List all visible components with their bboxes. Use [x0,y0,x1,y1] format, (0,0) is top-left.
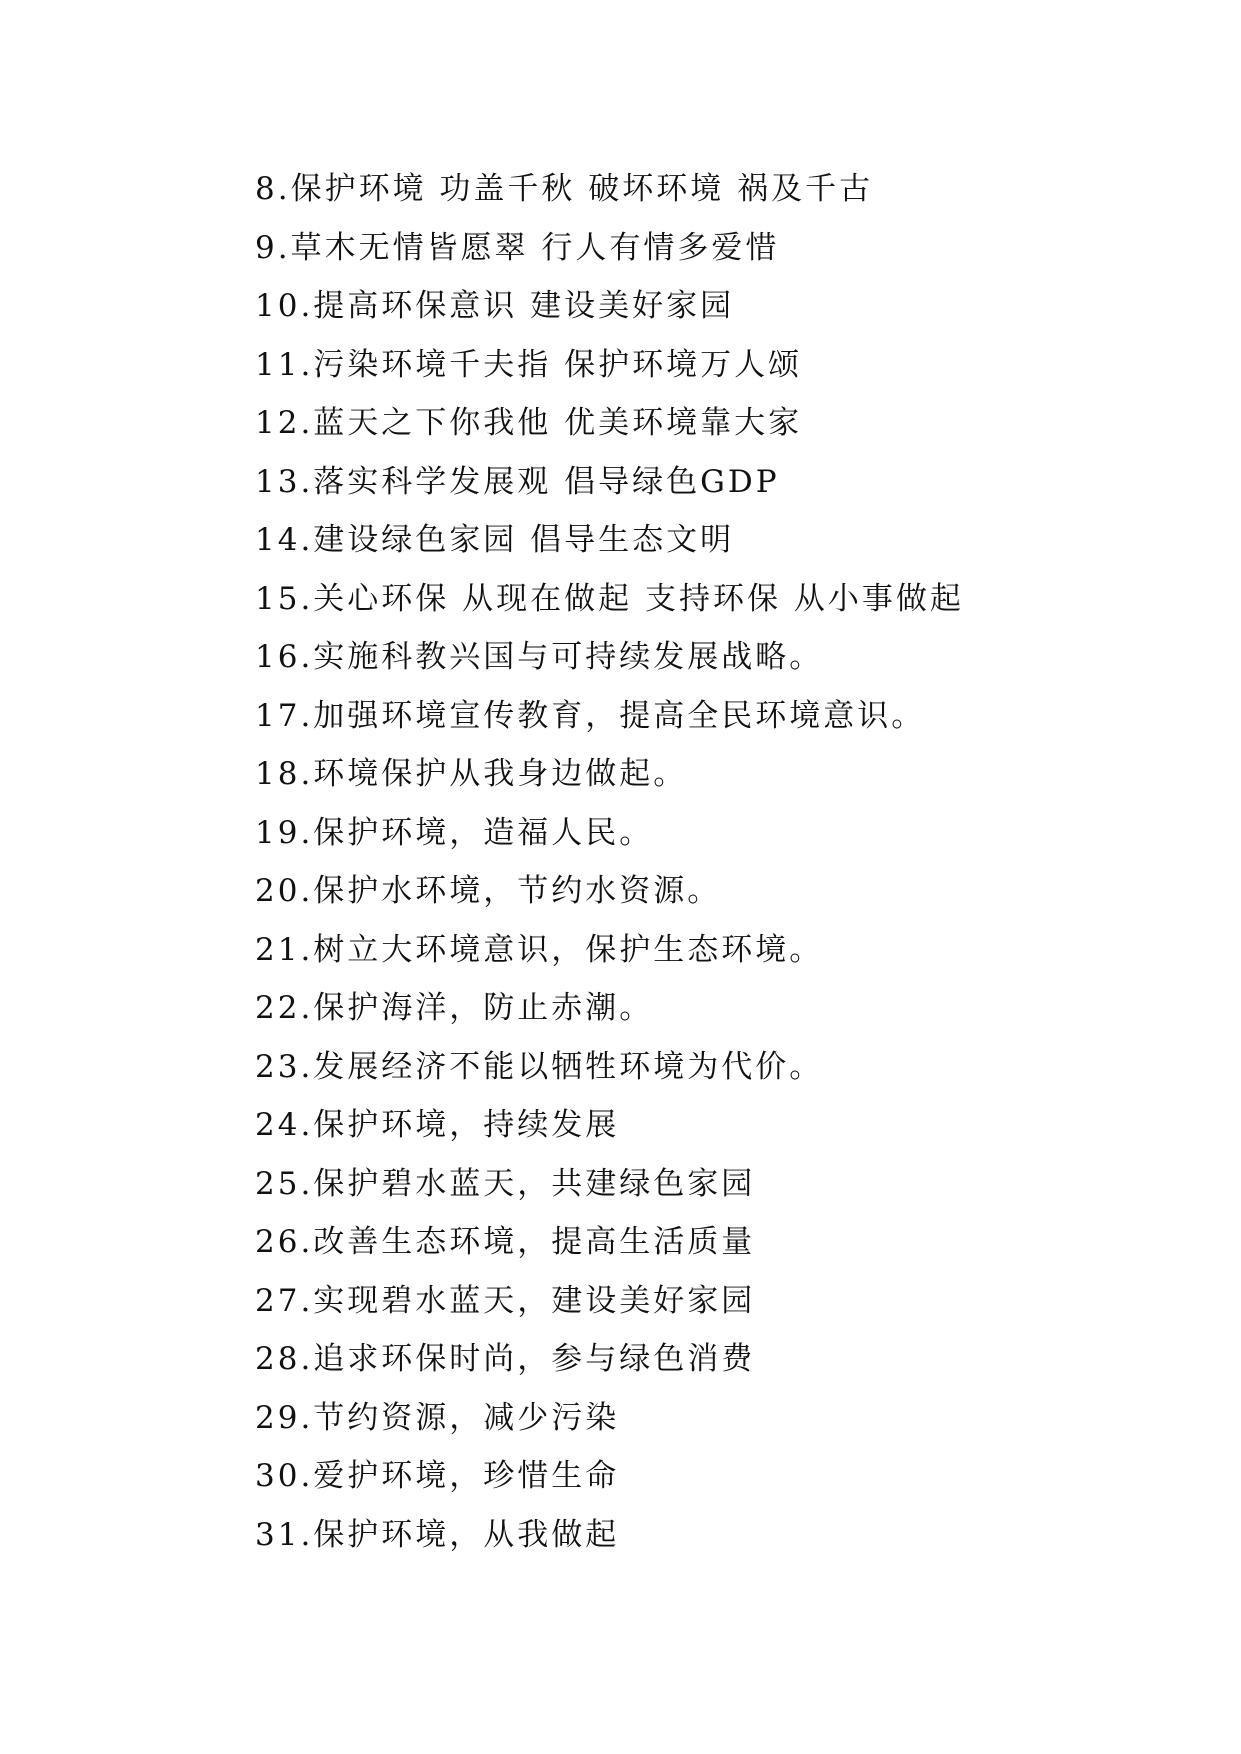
slogan-line-21: 21.树立大环境意识，保护生态环境。 [255,931,824,968]
slogan-line-10: 10.提高环保意识 建设美好家园 [255,288,735,324]
slogan-line-14: 14.建设绿色家园 倡导生态文明 [255,522,735,558]
slogan-line-20: 20.保护水环境，节约水资源。 [255,873,722,909]
slogan-line-27: 27.实现碧水蓝天，建设美好家园 [255,1282,756,1319]
slogan-line-15: 15.关心环保 从现在做起 支持环保 从小事做起 [255,580,964,617]
slogan-line-13: 13.落实科学发展观 倡导绿色GDP [255,463,780,500]
slogan-line-17: 17.加强环境宣传教育，提高全民环境意识。 [255,697,926,734]
slogan-list [255,160,964,1564]
slogan-line-18: 18.环境保护从我身边做起。 [255,756,688,792]
slogan-line-26: 26.改善生态环境，提高生活质量 [255,1224,756,1260]
slogan-line-22: 22.保护海洋，防止赤潮。 [255,990,654,1026]
slogan-line-30: 30.爱护环境，珍惜生命 [255,1458,620,1494]
slogan-line-9: 9.草木无情皆愿翠 行人有情多爱惜 [255,229,780,266]
slogan-line-24: 24.保护环境，持续发展 [255,1107,620,1143]
slogan-line-8: 8.保护环境 功盖千秋 破坏环境 祸及千古 [255,171,874,207]
slogan-line-28: 28.追求环保时尚，参与绿色消费 [255,1341,756,1377]
slogan-line-31: 31.保护环境，从我做起 [255,1516,620,1553]
slogan-line-12: 12.蓝天之下你我他 优美环境靠大家 [255,405,803,441]
slogan-line-19: 19.保护环境，造福人民。 [255,814,654,851]
slogan-line-29: 29.节约资源，减少污染 [255,1399,620,1436]
slogan-line-16: 16.实施科教兴国与可持续发展战略。 [255,639,824,675]
slogan-line-25: 25.保护碧水蓝天，共建绿色家园 [255,1165,756,1202]
slogan-line-23: 23.发展经济不能以牺牲环境为代价。 [255,1048,824,1085]
slogan-line-11: 11.污染环境千夫指 保护环境万人颂 [255,346,803,383]
